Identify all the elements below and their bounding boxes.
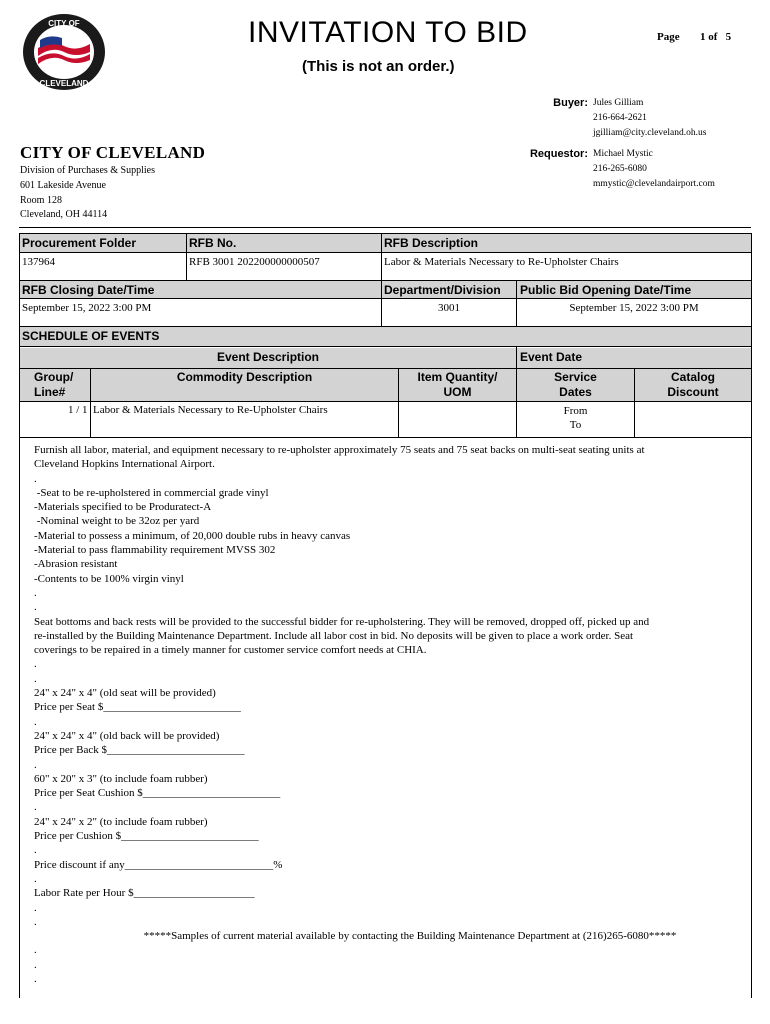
body-line: Furnish all labor, material, and equipment necessary to re-upholster approximately 75 seats and 75 seat backs on multi-seat seating units at (34, 444, 645, 456)
specification-text (34, 443, 746, 986)
body-line: re-installed by the Building Maintenance Department. Include all labor cost in bid. No deposits will be given to place a work order. Seat (34, 629, 634, 642)
requestor-email[interactable]: mmystic@clevelandairport.com (593, 179, 715, 189)
procurement-folder-label: Procurement Folder (22, 236, 137, 250)
body-line: Price per Back $_________________________ (34, 744, 245, 757)
address-line: Division of Purchases & Supplies (20, 165, 155, 176)
department-division-label: Department/Division (384, 283, 501, 297)
item-quantity-uom-header: Item Quantity/ UOM (417, 370, 498, 399)
issuer-address (20, 164, 155, 223)
issuer-name: CITY OF CLEVELAND (20, 143, 206, 162)
rfb-no-value: RFB 3001 202200000000507 (189, 256, 320, 268)
body-line: Price discount if any___________________________% (34, 858, 283, 871)
body-line: . (34, 844, 37, 857)
public-bid-opening-value: September 15, 2022 3:00 PM (569, 302, 699, 314)
body-line: Cleveland Hopkins International Airport. (34, 458, 215, 471)
service-dates-value: From To (563, 405, 588, 431)
event-description-label: Event Description (216, 350, 320, 364)
body-line: coverings to be repaired in a timely manner for customer service comfort needs at CHIA. (34, 644, 427, 657)
requestor-name: Michael Mystic (593, 149, 653, 159)
body-line: . (34, 972, 37, 985)
procurement-folder-value: 137964 (22, 256, 55, 268)
rfb-no-label: RFB No. (189, 236, 237, 250)
body-line: . (34, 915, 37, 928)
address-line: Cleveland, OH 44114 (20, 209, 108, 221)
body-line: -Materials specified to be Produratect-A (34, 501, 212, 514)
body-line: . (34, 586, 37, 599)
body-line: . (34, 658, 37, 671)
body-line: 24" x 24" x 4" (old back will be provided) (34, 729, 220, 742)
buyer-email[interactable]: jgilliam@city.cleveland.oh.us (593, 128, 707, 138)
body-line: *****Samples of current material available by contacting the Building Maintenance Department at (216)265-6080***** (143, 930, 677, 943)
body-line: . (34, 672, 37, 685)
body-line: . (34, 601, 37, 614)
document-title: INVITATION TO BID (248, 16, 528, 49)
city-of-cleveland-seal-logo (20, 12, 108, 92)
rfb-closing-value: September 15, 2022 3:00 PM (22, 302, 152, 314)
requestor-label: Requestor: (529, 148, 588, 160)
svg-text:CITY OF: CITY OF (48, 19, 80, 28)
requestor-contact (593, 147, 715, 192)
rfb-description-value: Labor & Materials Necessary to Re-Upholster Chairs (384, 256, 619, 268)
body-line: . (34, 758, 37, 771)
requestor-phone: 216-265-6080 (593, 164, 647, 174)
body-line: Labor Rate per Hour $______________________ (34, 887, 255, 900)
body-line: . (34, 872, 37, 885)
body-line: -Contents to be 100% virgin vinyl (34, 572, 184, 585)
schedule-of-events-label: SCHEDULE OF EVENTS (22, 329, 160, 343)
buyer-label: Buyer: (553, 97, 588, 109)
buyer-phone: 216-664-2621 (593, 113, 647, 123)
rfb-description-label: RFB Description (384, 236, 479, 250)
body-line: . (34, 715, 37, 728)
body-line: Seat bottoms and back rests will be provided to the successful bidder for re-upholstering. They will be removed, dropped off, picked up and (34, 615, 650, 628)
body-line: Price per Seat Cushion $_________________________ (34, 787, 281, 800)
catalog-discount-header: Catalog Discount (667, 370, 719, 399)
body-line: . (34, 944, 37, 957)
buyer-name: Jules Gilliam (593, 98, 644, 108)
body-line: 24" x 24" x 4" (old seat will be provided) (34, 687, 216, 700)
event-date-label: Event Date (520, 350, 583, 364)
body-line: Price per Cushion $_________________________ (34, 830, 259, 843)
body-line: 24" x 24" x 2" (to include foam rubber) (34, 815, 208, 828)
line-number: 1 / 1 (68, 404, 88, 416)
line-description: Labor & Materials Necessary to Re-Upholster Chairs (93, 404, 328, 416)
body-line: -Nominal weight to be 32oz per yard (34, 515, 200, 528)
address-line: Room 128 (20, 194, 62, 206)
public-bid-opening-label: Public Bid Opening Date/Time (520, 283, 692, 297)
body-line: Price per Seat $_________________________ (34, 701, 241, 714)
body-line: . (34, 472, 37, 485)
body-line: -Material to pass flammability requirement MVSS 302 (34, 544, 276, 557)
buyer-contact (593, 96, 706, 141)
page-label: Page (657, 31, 680, 43)
body-line: -Material to possess a minimum, of 20,000 double rubs in heavy canvas (34, 529, 351, 542)
body-line: . (34, 958, 37, 971)
body-line: -Seat to be re-upholstered in commercial grade vinyl (34, 486, 269, 499)
body-line: 60" x 20" x 3" (to include foam rubber) (34, 772, 208, 785)
commodity-description-header: Commodity Description (176, 370, 313, 384)
svg-text:CLEVELAND: CLEVELAND (39, 79, 89, 88)
body-line: . (34, 901, 37, 914)
service-dates-header: Service Dates (554, 370, 597, 399)
department-division-value: 3001 (438, 302, 460, 314)
body-line: -Abrasion resistant (34, 558, 118, 571)
address-line: 601 Lakeside Avenue (20, 179, 106, 191)
group-line-header: Group/ Line# (34, 370, 74, 399)
rfb-closing-label: RFB Closing Date/Time (22, 283, 155, 297)
page-number: 1 of 5 (700, 31, 732, 43)
document-subtitle: (This is not an order.) (302, 58, 455, 75)
body-line: . (34, 801, 37, 814)
